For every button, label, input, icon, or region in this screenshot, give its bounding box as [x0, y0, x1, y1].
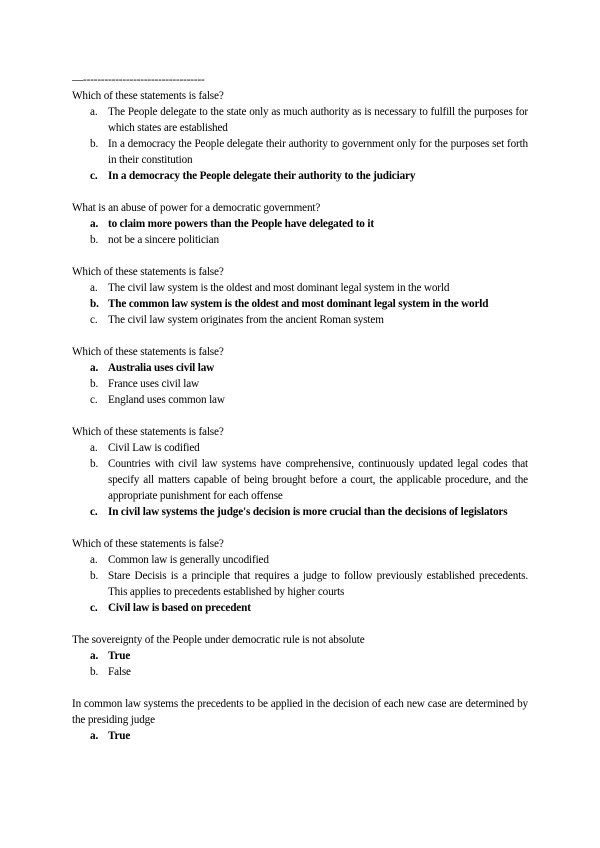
option-text: Civil law is based on precedent — [108, 602, 251, 614]
option-list — [72, 104, 528, 184]
option-item-answer — [72, 168, 528, 184]
option-item — [72, 280, 528, 296]
document-page — [72, 72, 528, 760]
option-text: True — [108, 650, 131, 662]
option-letter: b. — [90, 298, 99, 310]
option-text: False — [108, 666, 131, 678]
option-item-answer — [72, 216, 528, 232]
option-item-answer — [72, 296, 528, 312]
option-text: In a democracy the People delegate their authority to government only for the purposes set forth in their constitution — [108, 138, 528, 166]
option-item — [72, 312, 528, 328]
question-prompt: Which of these statements is false? — [72, 266, 224, 278]
question-block-5 — [72, 424, 528, 520]
option-text: In civil law systems the judge's decision is more crucial than the decisions of legislators — [108, 506, 508, 518]
option-letter: b. — [90, 458, 99, 470]
option-letter: a. — [90, 650, 99, 662]
option-text: In a democracy the People delegate their authority to the judiciary — [108, 170, 416, 182]
option-text: Stare Decisis is a principle that requires a judge to follow previously established precedents. This applies to precedents established by higher courts — [108, 570, 528, 598]
option-letter: c. — [90, 314, 98, 326]
option-text: The civil law system originates from the ancient Roman system — [108, 314, 384, 326]
option-item — [72, 456, 528, 504]
option-text: True — [108, 730, 131, 742]
option-text: The common law system is the oldest and most dominant legal system in the world — [108, 298, 489, 310]
option-letter: a. — [90, 442, 98, 454]
option-letter: b. — [90, 234, 99, 246]
option-list — [72, 440, 528, 520]
option-item — [72, 568, 528, 600]
option-item-answer — [72, 360, 528, 376]
option-letter: a. — [90, 362, 99, 374]
option-text: Countries with civil law systems have comprehensive, continuously updated legal codes that specify all matters capable of being brought before a court, the applicable procedure, and the appropriate punishment for each offense — [108, 458, 528, 502]
option-list — [72, 728, 528, 744]
option-letter: c. — [90, 170, 98, 182]
question-block-7 — [72, 632, 528, 680]
option-letter: b. — [90, 378, 99, 390]
option-list — [72, 216, 528, 248]
option-item — [72, 552, 528, 568]
option-list — [72, 648, 528, 680]
option-text: Civil Law is codified — [108, 442, 200, 454]
option-text: Australia uses civil law — [108, 362, 215, 374]
option-list — [72, 552, 528, 616]
option-item-answer — [72, 600, 528, 616]
question-block-4 — [72, 344, 528, 408]
question-prompt: Which of these statements is false? — [72, 90, 224, 102]
question-block-3 — [72, 264, 528, 328]
option-item — [72, 440, 528, 456]
option-text: The civil law system is the oldest and most dominant legal system in the world — [108, 282, 450, 294]
option-text: to claim more powers than the People have delegated to it — [108, 218, 374, 230]
option-item-answer — [72, 504, 528, 520]
option-list — [72, 360, 528, 408]
option-list — [72, 280, 528, 328]
option-text: Common law is generally uncodified — [108, 554, 269, 566]
option-item — [72, 392, 528, 408]
option-text: The People delegate to the state only as much authority as is necessary to fulfill the purposes for which states are established — [108, 106, 528, 134]
option-letter: b. — [90, 666, 99, 678]
question-block-2 — [72, 200, 528, 248]
option-item-answer — [72, 648, 528, 664]
question-block-6 — [72, 536, 528, 616]
option-item — [72, 376, 528, 392]
question-prompt: Which of these statements is false? — [72, 426, 224, 438]
option-item-answer — [72, 728, 528, 744]
option-letter: b. — [90, 570, 99, 582]
question-block-1 — [72, 88, 528, 184]
question-prompt: In common law systems the precedents to be applied in the decision of each new case are determined by the presiding judge — [72, 698, 528, 726]
option-letter: c. — [90, 602, 98, 614]
option-item — [72, 664, 528, 680]
option-letter: c. — [90, 506, 98, 518]
option-item — [72, 232, 528, 248]
option-letter: b. — [90, 138, 99, 150]
option-text: England uses common law — [108, 394, 225, 406]
option-letter: c. — [90, 394, 98, 406]
option-letter: a. — [90, 730, 99, 742]
option-text: France uses civil law — [108, 378, 199, 390]
option-letter: a. — [90, 106, 98, 118]
question-block-8 — [72, 696, 528, 744]
question-prompt: Which of these statements is false? — [72, 346, 224, 358]
option-text: not be a sincere politician — [108, 234, 219, 246]
question-prompt: The sovereignty of the People under democratic rule is not absolute — [72, 634, 365, 646]
option-letter: a. — [90, 282, 98, 294]
option-item — [72, 136, 528, 168]
option-letter: a. — [90, 218, 99, 230]
divider-line: —---------------------------------- — [72, 74, 205, 86]
option-letter: a. — [90, 554, 98, 566]
question-prompt: What is an abuse of power for a democratic government? — [72, 202, 321, 214]
question-prompt: Which of these statements is false? — [72, 538, 224, 550]
option-item — [72, 104, 528, 136]
